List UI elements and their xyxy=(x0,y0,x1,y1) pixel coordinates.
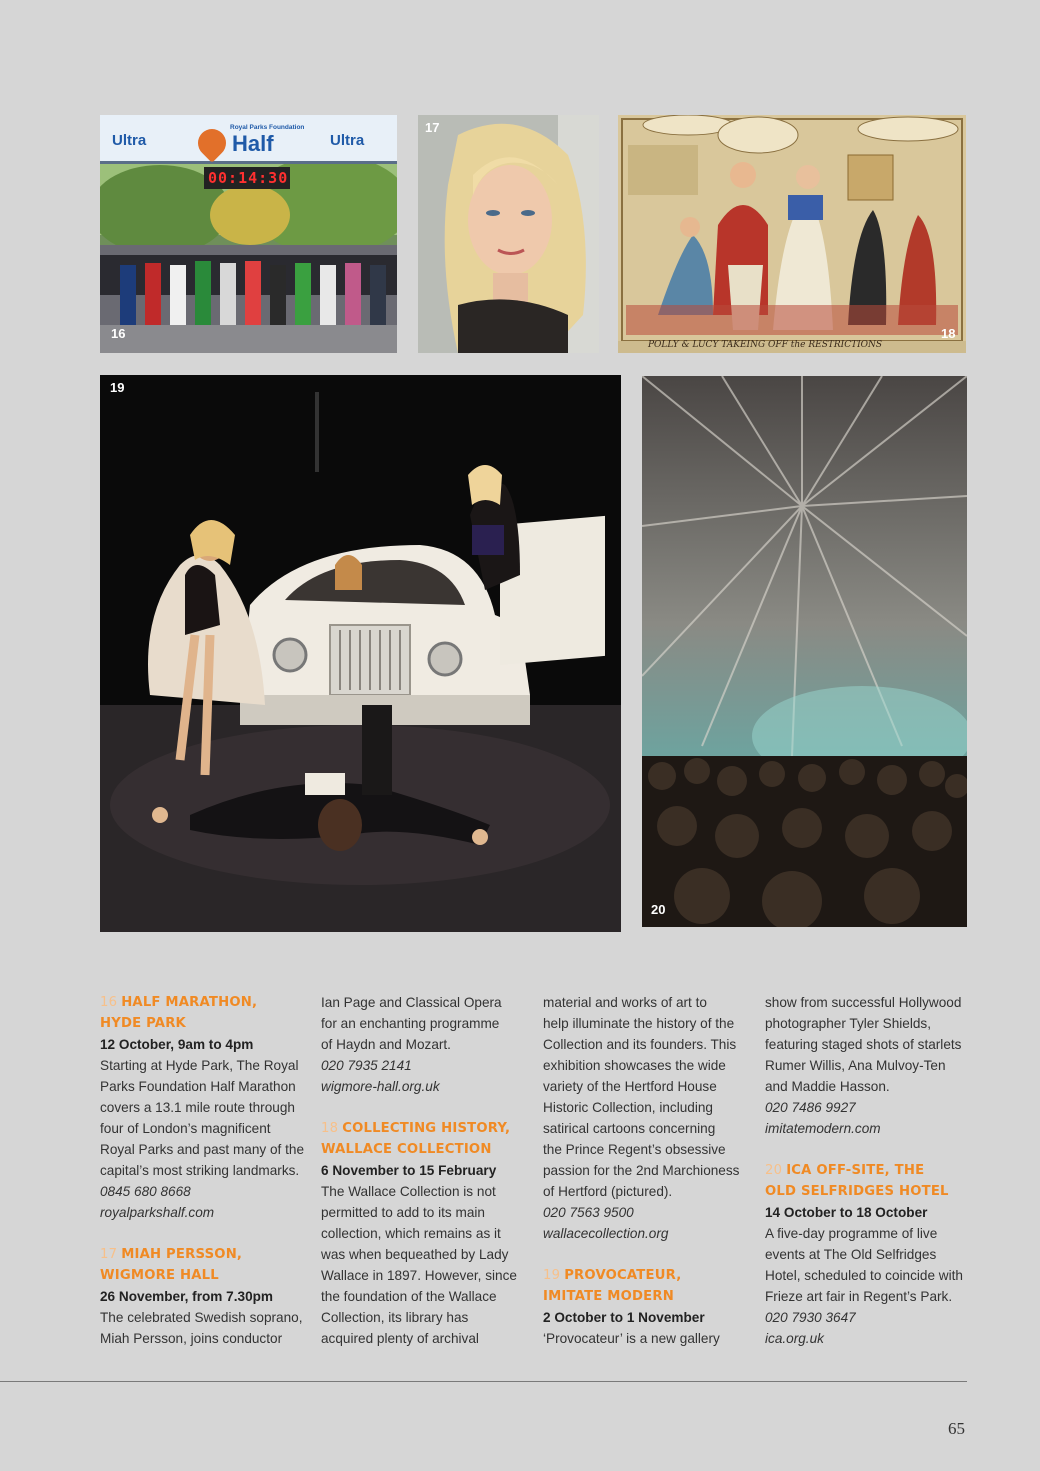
body-line: featuring staged shots of starlets xyxy=(765,1037,962,1052)
body-line: for an enchanting programme xyxy=(321,1016,500,1031)
body-line: Miah Persson, joins conductor xyxy=(100,1331,283,1346)
article-18-title xyxy=(321,1118,526,1139)
article-title-line: HALF MARATHON, xyxy=(121,995,258,1010)
photo-number: 16 xyxy=(111,326,126,341)
phone-number: 0845 680 8668 xyxy=(100,1184,191,1199)
article-title-line: WIGMORE HALL xyxy=(100,1268,219,1283)
body-line: exhibition showcases the wide xyxy=(543,1058,726,1073)
article-title-line: MIAH PERSSON, xyxy=(121,1247,243,1262)
body-line: show from successful Hollywood xyxy=(765,995,962,1010)
article-20-title xyxy=(765,1160,970,1181)
article-19-title xyxy=(543,1265,748,1286)
body-line: The Wallace Collection is not xyxy=(321,1184,496,1199)
body-line: acquired plenty of archival xyxy=(321,1331,479,1346)
body-line: The celebrated Swedish soprano, xyxy=(100,1310,303,1325)
body-line: of Hertford (pictured). xyxy=(543,1184,673,1199)
article-16-title xyxy=(100,992,305,1013)
body-line: the Prince Regent’s obsessive xyxy=(543,1142,726,1157)
photo-half-marathon xyxy=(100,115,397,353)
body-line: and Maddie Hasson. xyxy=(765,1079,890,1094)
body-line: satirical cartoons concerning xyxy=(543,1121,716,1136)
body-line: ‘Provocateur’ is a new gallery xyxy=(543,1331,720,1346)
text-column-4 xyxy=(765,992,970,1349)
article-number: 17 xyxy=(100,1247,118,1262)
body-line: covers a 13.1 mile route through xyxy=(100,1100,295,1115)
photo-satirical-cartoon xyxy=(618,115,966,353)
body-line: Royal Parks and past many of the xyxy=(100,1142,305,1157)
article-number: 18 xyxy=(321,1121,339,1136)
article-date: 2 October to 1 November xyxy=(543,1310,705,1325)
photo-ica-off-site xyxy=(642,376,967,927)
text-column-3 xyxy=(543,992,748,1349)
phone-number: 020 7486 9927 xyxy=(765,1100,856,1115)
article-title-line: COLLECTING HISTORY, xyxy=(342,1121,511,1136)
article-number: 16 xyxy=(100,995,118,1010)
body-line: photographer Tyler Shields, xyxy=(765,1016,931,1031)
body-line: permitted to add to its main xyxy=(321,1205,485,1220)
body-line: Parks Foundation Half Marathon xyxy=(100,1079,296,1094)
body-line: Ian Page and Classical Opera xyxy=(321,995,502,1010)
phone-number: 020 7563 9500 xyxy=(543,1205,634,1220)
race-clock: 00:14:30 xyxy=(208,169,289,187)
text-column-1 xyxy=(100,992,305,1349)
body-line: collection, which remains as it xyxy=(321,1226,501,1241)
banner-left-text: Ultra xyxy=(112,132,147,149)
article-number: 19 xyxy=(543,1268,561,1283)
photo-number: 18 xyxy=(941,326,956,341)
body-line: of Haydn and Mozart. xyxy=(321,1037,451,1052)
website-link[interactable]: wigmore-hall.org.uk xyxy=(321,1079,440,1094)
body-line: Collection, its library has xyxy=(321,1310,469,1325)
website-link[interactable]: ica.org.uk xyxy=(765,1331,824,1346)
body-line: material and works of art to xyxy=(543,995,707,1010)
banner-right-text: Ultra xyxy=(330,132,365,149)
photo-miah-persson xyxy=(418,115,599,353)
article-title-line: PROVOCATEUR, xyxy=(564,1268,682,1283)
body-line: Starting at Hyde Park, The Royal xyxy=(100,1058,299,1073)
article-number: 20 xyxy=(765,1163,783,1178)
phone-number: 020 7935 2141 xyxy=(321,1058,412,1073)
footer-divider xyxy=(0,1381,967,1382)
body-line: Hotel, scheduled to coincide with xyxy=(765,1268,963,1283)
body-line: events at The Old Selfridges xyxy=(765,1247,937,1262)
article-title-line: IMITATE MODERN xyxy=(543,1289,674,1304)
body-line: variety of the Hertford House xyxy=(543,1079,717,1094)
body-line: Rumer Willis, Ana Mulvoy-Ten xyxy=(765,1058,946,1073)
photo-number: 17 xyxy=(425,120,440,135)
body-line: Frieze art fair in Regent’s Park. xyxy=(765,1289,953,1304)
body-line: A five-day programme of live xyxy=(765,1226,938,1241)
article-date: 14 October to 18 October xyxy=(765,1205,928,1220)
page-number: 65 xyxy=(948,1419,965,1438)
text-column-2 xyxy=(321,992,526,1349)
article-date: 12 October, 9am to 4pm xyxy=(100,1037,254,1052)
banner-main-text: Half xyxy=(232,131,274,156)
body-line: Wallace in 1897. However, since xyxy=(321,1268,517,1283)
banner-small-text: Royal Parks Foundation xyxy=(230,124,305,131)
photo-provocateur xyxy=(100,375,621,932)
body-line: help illuminate the history of the xyxy=(543,1016,735,1031)
website-link[interactable]: royalparkshalf.com xyxy=(100,1205,215,1220)
body-line: Collection and its founders. This xyxy=(543,1037,737,1052)
body-line: passion for the 2nd Marchioness xyxy=(543,1163,740,1178)
article-title-line: ICA OFF-SITE, THE xyxy=(786,1163,925,1178)
website-link[interactable]: imitatemodern.com xyxy=(765,1121,881,1136)
body-line: four of London’s magnificent xyxy=(100,1121,271,1136)
photo-number: 19 xyxy=(110,380,125,395)
article-17-title xyxy=(100,1244,305,1265)
body-line: was when bequeathed by Lady xyxy=(321,1247,509,1262)
article-date: 26 November, from 7.30pm xyxy=(100,1289,274,1304)
article-title-line: WALLACE COLLECTION xyxy=(321,1142,492,1157)
body-line: the foundation of the Wallace xyxy=(321,1289,497,1304)
website-link[interactable]: wallacecollection.org xyxy=(543,1226,669,1241)
photo-number: 20 xyxy=(651,902,666,917)
body-line: Historic Collection, including xyxy=(543,1100,713,1115)
article-date: 6 November to 15 February xyxy=(321,1163,497,1178)
article-title-line: HYDE PARK xyxy=(100,1016,186,1031)
body-line: capital’s most striking landmarks. xyxy=(100,1163,300,1178)
phone-number: 020 7930 3647 xyxy=(765,1310,856,1325)
article-title-line: OLD SELFRIDGES HOTEL xyxy=(765,1184,949,1199)
cartoon-caption: POLLY & LUCY TAKEING OFF the RESTRICTIONS xyxy=(648,340,883,350)
